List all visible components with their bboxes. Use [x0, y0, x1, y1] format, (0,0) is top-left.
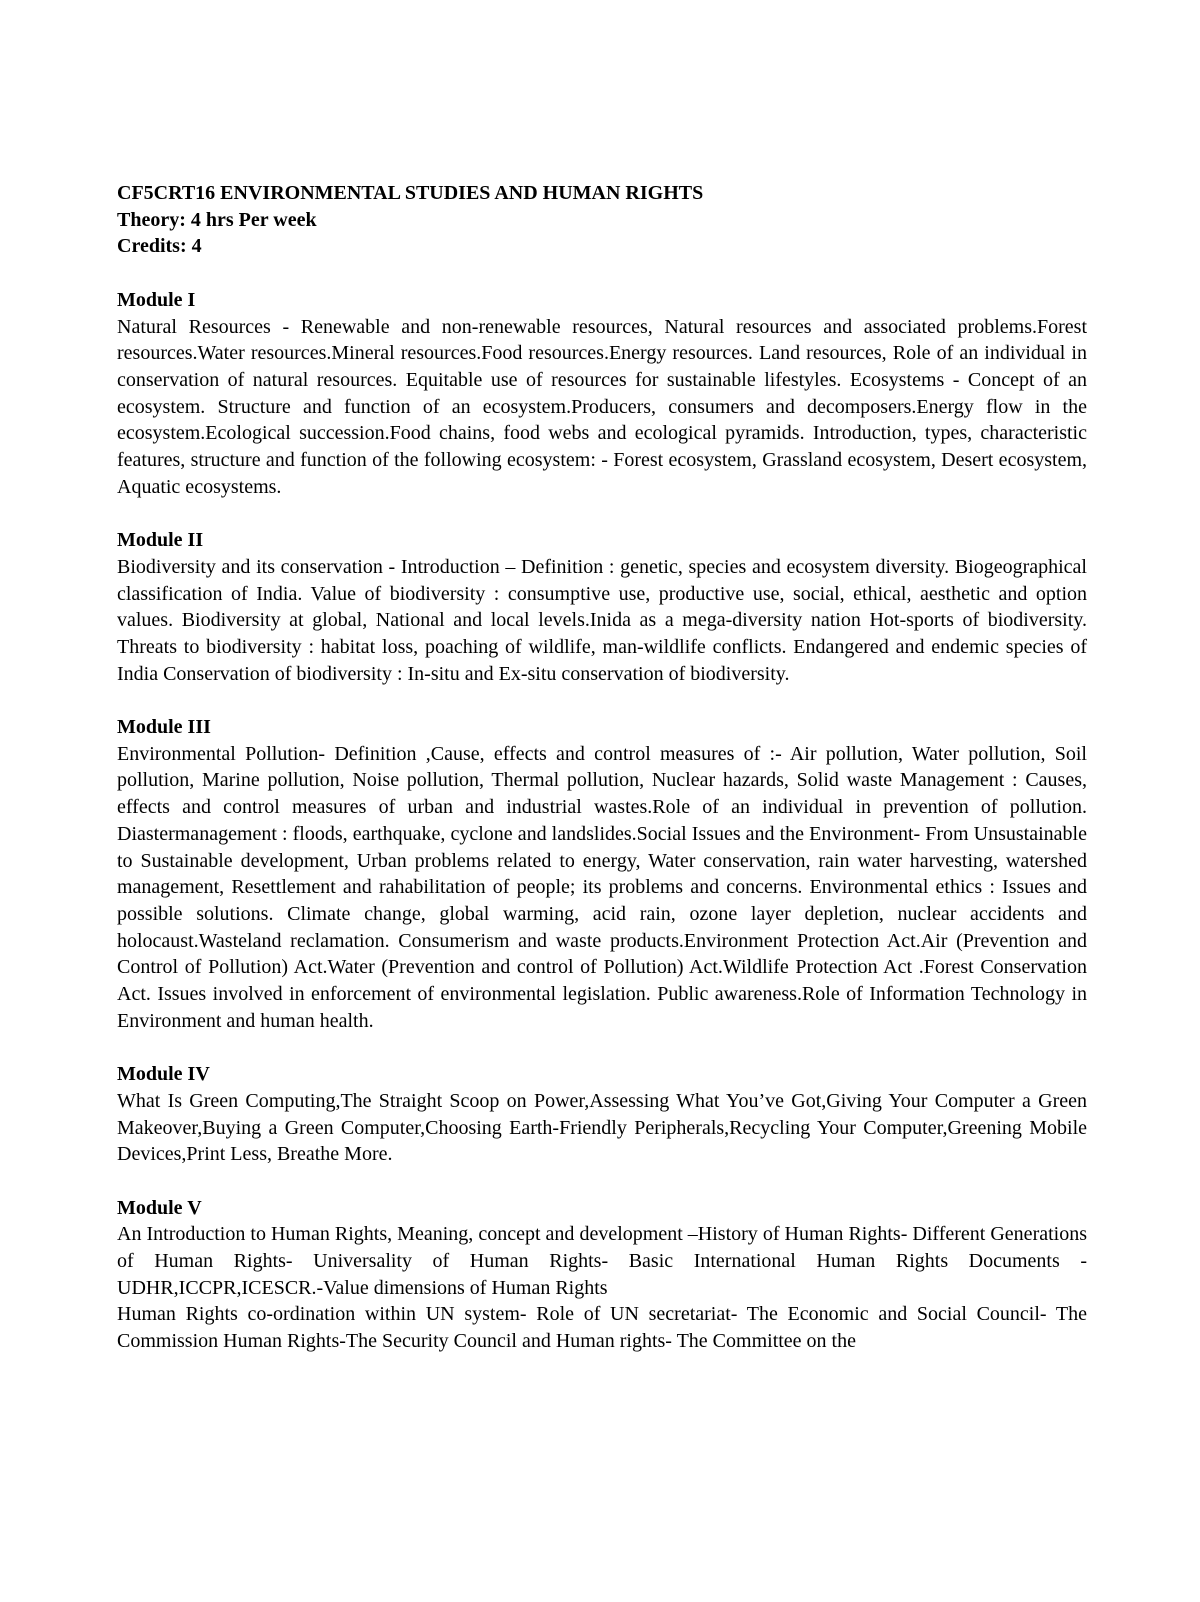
module-paragraph: Human Rights co-ordination within UN system- Role of UN secretariat- The Economic and Social Council- The Commission Human Rights-The Security Council and Human rights- The Committee on the [117, 1303, 1087, 1353]
module-body [117, 1221, 1087, 1355]
module-body [117, 554, 1087, 688]
course-title: CF5CRT16 ENVIRONMENTAL STUDIES AND HUMAN RIGHTS [117, 182, 704, 204]
module-title: Module IV [117, 1063, 210, 1086]
module-paragraph: Natural Resources - Renewable and non-renewable resources, Natural resources and associated problems.Forest resources.Water resources.Mineral resources.Food resources.Energy resources. Land resources, Role of an individual in conservation of natural resources. Equitable use of resources for sustainable lifestyles. Ecosystems - Concept of an ecosystem. Structure and function of an ecosystem.Producers, consumers and decomposers.Energy flow in the ecosystem.Ecological succession.Food chains, food webs and ecological pyramids. Introduction, types, characteristic features, structure and function of the following ecosystem: - Forest ecosystem, Grassland ecosystem, Desert ecosystem, Aquatic ecosystems. [117, 315, 1087, 498]
module-body [117, 1088, 1087, 1168]
module-paragraph: An Introduction to Human Rights, Meaning, concept and development –History of Human Rights- Different Generations of Human Rights- Universality of Human Rights- Basic International Human Rights Documents - UDHR,ICCPR,ICESCR.-Value dimensions of Human Rights [117, 1223, 1087, 1299]
module-paragraph: What Is Green Computing,The Straight Scoop on Power,Assessing What You’ve Got,Giving Your Computer a Green Makeover,Buying a Green Computer,Choosing Earth-Friendly Peripherals,Recycling Your Computer,Greening Mobile Devices,Print Less, Breathe More. [117, 1089, 1087, 1166]
module-paragraph: Biodiversity and its conservation - Introduction – Definition : genetic, species and ecosystem diversity. Biogeographical classification of India. Value of biodiversity : consumptive use, productive use, social, ethical, aesthetic and option values. Biodiversity at global, National and local levels.Inida as a mega-diversity nation Hot-sports of biodiversity. Threats to biodiversity : habitat loss, poaching of wildlife, man-wildlife conflicts. Endangered and endemic species of India Conservation of biodiversity : In-situ and Ex-situ conservation of biodiversity. [117, 555, 1087, 685]
module-4 [117, 1061, 1087, 1168]
module-1 [117, 287, 1087, 501]
credits: Credits: 4 [117, 235, 202, 258]
module-paragraph: Environmental Pollution- Definition ,Cause, effects and control measures of :- Air pollution, Water pollution, Soil pollution, Marine pollution, Noise pollution, Thermal pollution, Nuclear hazards, Solid waste Management : Causes, effects and control measures of urban and industrial wastes.Role of an individual in prevention of pollution. Diastermanagement : floods, earthquake, cyclone and landslides.Social Issues and the Environment- From Unsustainable to Sustainable development, Urban problems related to energy, Water conservation, rain water harvesting, watershed management, Resettlement and rahabilitation of people; its problems and concerns. Environmental ethics : Issues and possible solutions. Climate change, global warming, acid rain, ozone layer depletion, nuclear accidents and holocaust.Wasteland reclamation. Consumerism and waste products.Environment Protection Act.Air (Prevention and Control of Pollution) Act.Water (Prevention and control of Pollution) Act.Wildlife Protection Act .Forest Conservation Act. Issues involved in enforcement of environmental legislation. Public awareness.Role of Information Technology in Environment and human health. [117, 742, 1087, 1032]
module-body [117, 314, 1087, 501]
module-3 [117, 714, 1087, 1034]
document-page [117, 180, 1087, 1355]
theory-hours: Theory: 4 hrs Per week [117, 208, 317, 231]
module-body [117, 741, 1087, 1035]
module-title: Module I [117, 288, 196, 311]
course-header [117, 180, 1087, 260]
module-title: Module III [117, 716, 211, 739]
module-title: Module II [117, 529, 204, 552]
module-title: Module V [117, 1196, 202, 1219]
module-5 [117, 1195, 1087, 1355]
module-2 [117, 527, 1087, 687]
